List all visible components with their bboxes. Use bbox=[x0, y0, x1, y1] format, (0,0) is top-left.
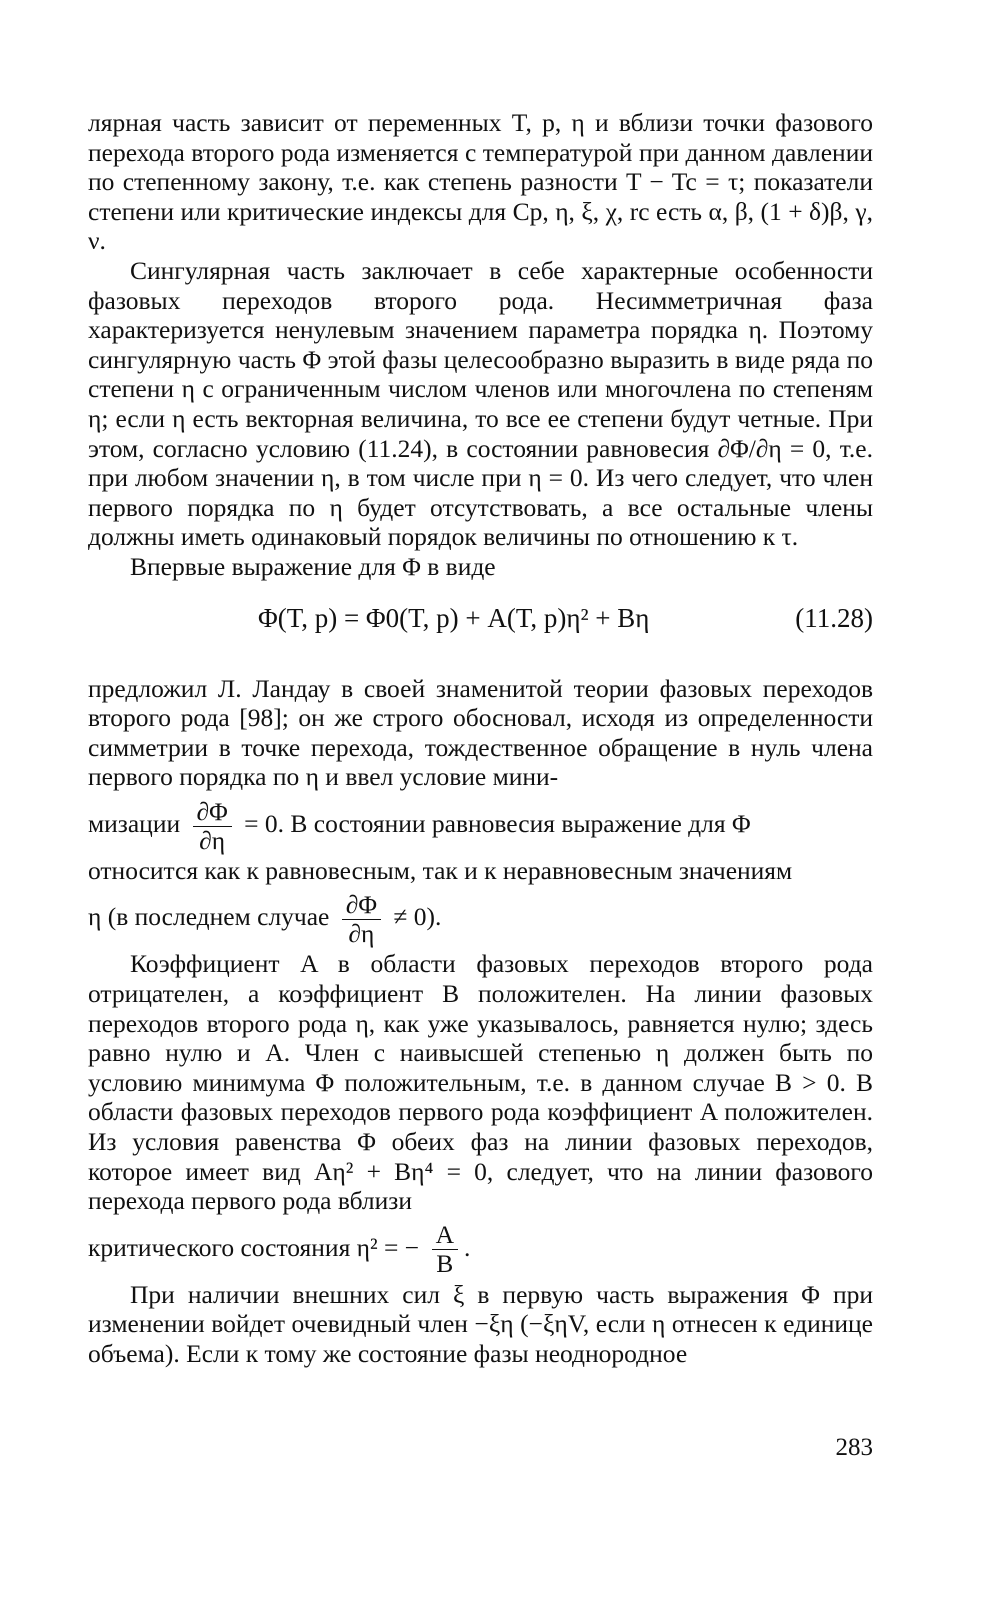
frac-denominator: ∂η bbox=[199, 825, 226, 855]
minimization-line bbox=[88, 792, 873, 856]
equation-number: (11.28) bbox=[795, 602, 873, 633]
paragraph-last: При наличии внешних сил ξ в первую часть выражения Φ при изменении войдет очевидный член −ξη (−ξηV, если η отнесен к единице объема). Если к тому же состояние фазы неоднородное bbox=[88, 1279, 873, 1368]
frac-denominator: B bbox=[436, 1249, 454, 1279]
frac-numerator: A bbox=[432, 1221, 458, 1250]
partial-derivative-fraction-2 bbox=[342, 891, 381, 948]
partial-derivative-fraction bbox=[193, 798, 232, 855]
crit-prefix: критического состояния η² = − bbox=[88, 1232, 420, 1262]
relation-line: относится как к равновесным, так и к неравновесным значениям bbox=[88, 855, 793, 885]
crit-suffix: . bbox=[463, 1232, 471, 1262]
paragraph-2: Сингулярная часть заключает в себе характерные особенности фазовых переходов второго рода. Несимметричная фаза характеризуется ненулевым значением параметра порядка η. Поэтому сингулярную часть Φ этой фазы целесообразно выразить в виде ряда по степени η с ограниченным числом членов или многочлена по степеням η; если η есть векторная величина, то все ее степени будут четные. При этом, согласно условию (11.24), в состоянии равновесия ∂Φ/∂η = 0, т.е. при любом значении η, в том числе при η = 0. Из чего следует, что член первого порядка по η будет отсутствовать, а все остальные члены должны иметь одинаковый порядок величины по отношению к τ. bbox=[88, 255, 873, 552]
page-number: 283 bbox=[835, 1434, 873, 1461]
paragraph-1: лярная часть зависит от переменных T, p, η и вблизи точки фазового перехода второго рода изменяется с температурой при данном давлении по степенному закону, т.е. как степень разности T − Tc = τ; показатели степени или критические индексы для Cp, η, ξ, χ, rc есть α, β, (1 + δ)β, γ, ν. bbox=[88, 108, 873, 256]
non-equilibrium-line bbox=[88, 885, 873, 949]
min-prefix: мизации bbox=[88, 808, 181, 838]
frac-numerator: ∂Φ bbox=[342, 891, 381, 920]
min-suffix: = 0. В состоянии равновесия выражение для Φ bbox=[244, 808, 751, 838]
paragraph-coefficients: Коэффициент A в области фазовых переходов второго рода отрицателен, а коэффициент B положителен. На линии фазовых переходов второго рода η, как уже указывалось, равняется нулю; здесь равно нулю и A. Член с наивысшей степенью η должен быть по условию минимума Φ положительным, т.е. в данном случае B > 0. В области фазовых переходов первого рода коэффициент A положителен. Из условия равенства Φ обеих фаз на линии фазовых переходов, которое имеет вид Aη² + Bη⁴ = 0, следует, что на линии фазового перехода первого рода вблизи bbox=[88, 949, 873, 1216]
paragraph-3: Впервые выражение для Φ в виде bbox=[130, 551, 496, 581]
frac-denominator: ∂η bbox=[348, 919, 375, 949]
frac-numerator: ∂Φ bbox=[193, 798, 232, 827]
body-text bbox=[88, 108, 873, 1369]
neq-suffix: ≠ 0). bbox=[393, 902, 442, 932]
critical-state-line bbox=[88, 1216, 873, 1280]
equation-formula: Φ(T, p) = Φ0(T, p) + A(T, p)η² + Bη bbox=[258, 602, 650, 633]
neq-prefix: η (в последнем случае bbox=[88, 902, 330, 932]
a-over-b-fraction bbox=[432, 1221, 458, 1278]
paragraph-after-equation: предложил Л. Ландау в своей знаменитой теории фазовых переходов второго рода [98]; он же строго обосновал, исходя из определенности симметрии в точке перехода, тождественное обращение в нуль члена первого порядка по η и ввел условие мини- bbox=[88, 673, 873, 792]
equation-11-28 bbox=[88, 594, 873, 660]
